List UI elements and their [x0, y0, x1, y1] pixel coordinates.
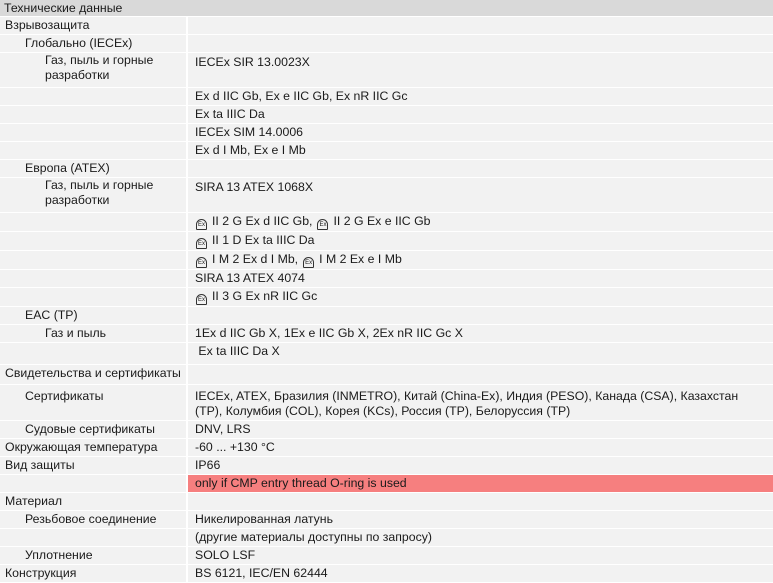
row-label: Взрывозащита: [0, 17, 188, 34]
row-value: [188, 232, 773, 250]
value-part: II 2 G Ex e IIC Gb: [333, 214, 431, 228]
table-row: [0, 565, 773, 583]
row-label: Свидетельства и сертификаты: [0, 365, 188, 384]
table-row: [0, 17, 773, 35]
table-row: [0, 343, 773, 365]
row-label: EAC (TP): [0, 307, 188, 324]
table-row: [0, 178, 773, 213]
row-value: (другие материалы доступны по запросу): [195, 530, 432, 544]
row-value: IECEx SIM 14.0006: [195, 125, 303, 139]
row-label: [0, 142, 188, 159]
row-value: Ex d I Mb, Ex e I Mb: [195, 143, 306, 157]
table-row: [0, 493, 773, 511]
row-value: [188, 160, 773, 177]
table-row: [0, 457, 773, 475]
table-row: [0, 529, 773, 547]
row-value: [188, 213, 773, 231]
ex-mark-icon: Ex: [196, 257, 207, 268]
row-label: Вид защиты: [0, 457, 188, 474]
highlighted-note: only if CMP entry thread O-ring is used: [188, 475, 773, 492]
value-part: I M 2 Ex d I Mb,: [212, 252, 299, 266]
row-value: [188, 493, 773, 510]
table-row: [0, 270, 773, 288]
value-part: II 1 D Ex ta IIIC Da: [212, 233, 315, 247]
row-value: -60 ... +130 °C: [195, 440, 275, 454]
row-value: 1Ex d IIC Gb X, 1Ex e IIC Gb X, 2Ex nR IIC Gc X: [195, 326, 463, 340]
ex-mark-icon: Ex: [317, 219, 328, 230]
row-value: [188, 288, 773, 306]
row-value: BS 6121, IEC/EN 62444: [195, 566, 328, 580]
table-row: [0, 288, 773, 307]
spec-table: [0, 17, 773, 583]
row-label: Европа (ATEX): [0, 160, 188, 177]
ex-mark-icon: Ex: [196, 294, 207, 305]
table-row: [0, 88, 773, 106]
table-row: [0, 385, 773, 421]
table-row: [0, 307, 773, 325]
row-value: Никелированная латунь: [195, 512, 334, 526]
row-label: Газ, пыль и горные разработки: [0, 178, 188, 212]
row-value: Ex ta IIIC Da: [195, 107, 265, 121]
row-label: Окружающая температура: [0, 439, 188, 456]
row-value: SIRA 13 ATEX 4074: [195, 271, 305, 285]
row-label: [0, 343, 188, 364]
row-value: [188, 307, 773, 324]
row-value: IP66: [195, 458, 221, 472]
table-row: [0, 421, 773, 439]
row-label: [0, 232, 188, 250]
table-row: [0, 35, 773, 53]
row-label: [0, 251, 188, 269]
row-label: Уплотнение: [0, 547, 188, 564]
table-row: [0, 365, 773, 385]
row-label: Конструкция: [0, 565, 188, 582]
row-label: Сертификаты: [0, 385, 188, 420]
row-label: Газ, пыль и горные разработки: [0, 53, 188, 87]
section-title: Технические данные: [0, 0, 773, 17]
table-row: [0, 142, 773, 160]
table-row: [0, 547, 773, 565]
row-value: IECEx, ATEX, Бразилия (INMETRO), Китай (China-Ex), Индия (PESO), Канада (CSA), Казахстан (TP), Колумбия (COL), Корея (KCs), Россия (TP), Белоруссия (TP): [195, 389, 739, 418]
table-row: [0, 213, 773, 232]
ex-mark-icon: Ex: [196, 219, 207, 230]
row-value: Ex ta IIIC Da X: [195, 344, 280, 358]
row-value: [188, 365, 773, 384]
row-label: [0, 529, 188, 546]
row-label: [0, 288, 188, 306]
value-part: II 2 G Ex d IIC Gb,: [212, 214, 313, 228]
table-row: [0, 439, 773, 457]
row-label: Газ и пыль: [0, 325, 188, 342]
table-row: [0, 124, 773, 142]
table-row: [0, 325, 773, 343]
ex-mark-icon: Ex: [196, 238, 207, 249]
table-row: [0, 511, 773, 529]
ex-mark-icon: Ex: [303, 257, 314, 268]
table-row: [0, 106, 773, 124]
row-value: [188, 35, 773, 52]
value-part: II 3 G Ex nR IIC Gc: [212, 289, 318, 303]
row-value: SIRA 13 ATEX 1068X: [195, 180, 314, 194]
row-label: [0, 475, 188, 492]
row-label: Резьбовое соединение: [0, 511, 188, 528]
row-label: [0, 124, 188, 141]
row-label: Материал: [0, 493, 188, 510]
value-part: I M 2 Ex e I Mb: [319, 252, 402, 266]
row-value: SOLO LSF: [195, 548, 256, 562]
row-value: DNV, LRS: [195, 422, 251, 436]
row-label: [0, 270, 188, 287]
table-row: [0, 53, 773, 88]
table-row: [0, 475, 773, 493]
row-label: [0, 106, 188, 123]
row-value: IECEx SIR 13.0023X: [195, 55, 310, 69]
row-value: [188, 17, 773, 34]
row-label: [0, 213, 188, 231]
table-row: [0, 232, 773, 251]
row-label: Глобально (IECEx): [0, 35, 188, 52]
row-value: [188, 251, 773, 269]
row-value: Ex d IIC Gb, Ex e IIC Gb, Ex nR IIC Gc: [195, 89, 408, 103]
row-label: Судовые сертификаты: [0, 421, 188, 438]
table-row: [0, 160, 773, 178]
row-label: [0, 88, 188, 105]
table-row: [0, 251, 773, 270]
